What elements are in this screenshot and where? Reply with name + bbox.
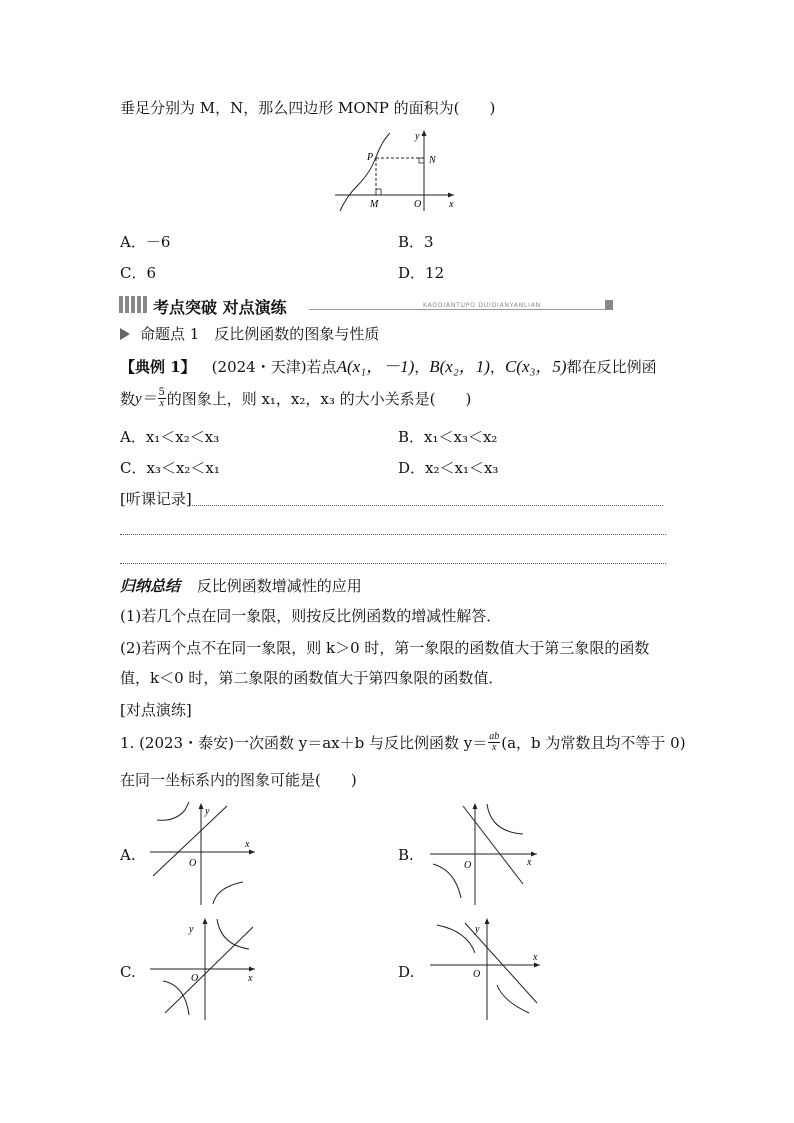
summary-heading [120,576,362,596]
graph-option-a-label[interactable]: A. [120,846,136,864]
banner-subtitle: KAODIANTUPO DUIDIANYANLIAN [423,302,541,309]
example-source: (2024・天津)若点 [211,358,337,376]
banner-end-block [605,300,613,310]
fraction-5-over-x [158,388,166,409]
notes-label: [听课记录] [120,490,192,508]
q1-text-b: (a，b 为常数且均不等于 0) [501,733,686,752]
example-line-2 [120,388,471,409]
example-option-a[interactable]: A．x₁＜x₂＜x₃ [120,428,220,446]
graph-a-origin-label: O [189,858,197,869]
label-p: P [367,152,374,163]
graph-option-c-label[interactable]: C. [120,963,136,981]
graph-a-y-label: y [205,806,210,817]
option-c[interactable]: C．6 [120,264,157,282]
label-o: O [414,199,422,210]
topic-label: 命题点 1 反比例函数的图象与性质 [140,325,380,343]
fraction-ab-over-x [488,732,500,753]
graph-option-d[interactable] [425,917,545,1022]
summary-tag: 归纳总结 [120,577,181,595]
point-c: C(x₃，5) [504,357,567,376]
graph-d-origin-label: O [473,969,481,980]
graph-option-b[interactable] [425,802,540,907]
fraction-denominator: x [159,398,164,409]
label-n: N [429,155,436,166]
notes-line-2[interactable] [120,534,666,535]
label-x: x [449,199,454,210]
example-line2-post: 的图象上，则 x₁，x₂，x₃ 的大小关系是( ) [166,389,472,408]
banner-title: 考点突破 对点演练 [153,298,287,317]
graph-c-origin-label: O [191,973,199,984]
graph-option-b-label[interactable]: B. [398,846,414,864]
practice-q1-line-1 [120,732,686,753]
notes-line-1[interactable] [192,505,663,506]
figure-monp [330,127,460,213]
practice-label: [对点演练] [120,701,192,719]
point-a: A(x₁，－1) [336,357,415,376]
function-lhs: y＝ [135,390,157,407]
option-a[interactable]: A．－6 [120,233,171,251]
point-b: B(x₂，1) [429,357,490,376]
section-banner [119,295,613,315]
practice-q1-line-2: 在同一坐标系内的图象可能是( ) [120,771,357,789]
banner-stripes [119,296,149,317]
graph-c-y-label: y [189,924,194,935]
q1-fraction-numerator: ab [489,731,500,742]
example-option-d[interactable]: D．x₂＜x₁＜x₃ [398,459,499,477]
graph-d-x-label: x [533,952,538,963]
graph-c-x-label: x [248,973,253,984]
example-option-c[interactable]: C．x₃＜x₂＜x₁ [120,459,220,477]
graph-b-origin-label: O [464,860,472,871]
q1-fraction-denominator: x [491,742,497,753]
label-m: M [370,199,379,210]
notes-line-3[interactable] [120,563,666,564]
label-y: y [415,131,420,142]
fraction-numerator: 5 [158,387,165,398]
option-d[interactable]: D．12 [398,264,445,282]
summary-p1: (1)若几个点在同一象限，则按反比例函数的增减性解答． [120,607,502,625]
option-b[interactable]: B．3 [398,233,434,251]
example-line2-pre: 数 [120,389,136,408]
question-tail: 垂足分别为 M，N，那么四边形 MONP 的面积为( ) [120,99,496,117]
q1-text-a: 1. (2023・泰安)一次函数 y＝ax＋b 与反比例函数 y＝ [120,733,488,752]
example-option-b[interactable]: B．x₁＜x₃＜x₂ [398,428,498,446]
topic-triangle-icon [120,328,130,340]
banner-rule [309,309,605,310]
example-line-1: 【典例 1】 (2024・天津)若点 A(x₁，－1) ， B(x₂，1) ， C(x₃，5) 都在反比例函 [120,357,657,376]
graph-d-y-label: y [475,924,480,935]
graph-option-d-label[interactable]: D. [398,963,415,981]
summary-p2b: 值，k＜0 时，第二象限的函数值大于第四象限的函数值． [120,669,504,687]
graph-option-a[interactable] [145,802,260,907]
graph-a-x-label: x [245,839,250,850]
example-tail-1: 都在反比例函 [566,358,657,376]
summary-title: 反比例函数增减性的应用 [196,577,362,595]
graph-option-c[interactable] [145,917,260,1022]
example-tag: 【典例 1】 [120,358,196,376]
graph-b-x-label: x [527,857,532,868]
summary-p2a: (2)若两个点不在同一象限，则 k＞0 时，第一象限的函数值大于第三象限的函数 [120,639,650,657]
